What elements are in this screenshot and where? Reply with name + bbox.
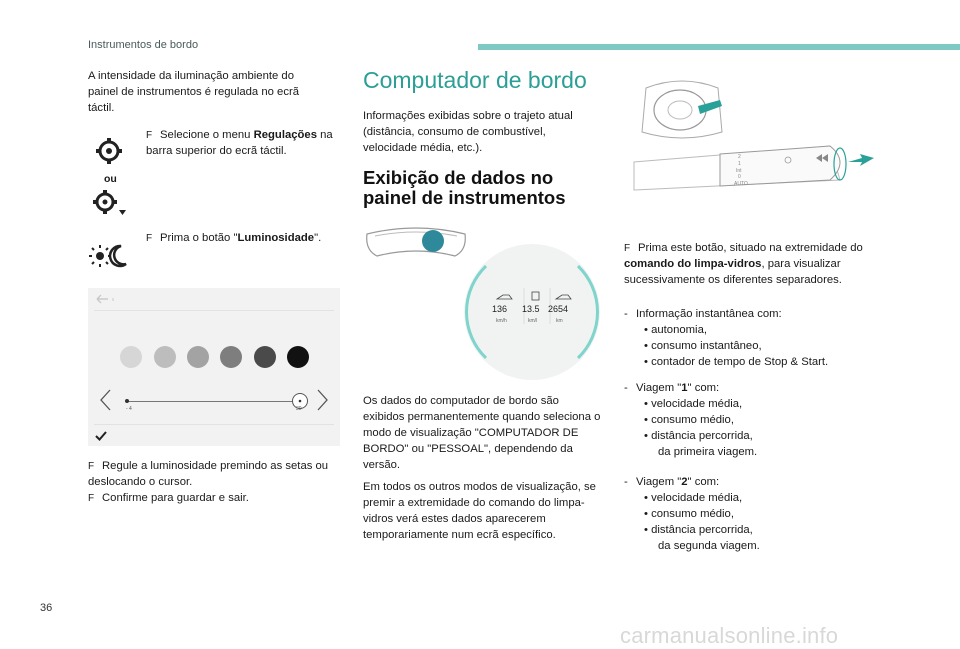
step-marker-icon: F: [624, 243, 631, 254]
settings-gear-dropdown-icon: [90, 188, 128, 218]
instant-info-group: - Informação instantânea com: • autonomia, • consumo instantâneo, • contador de tempo de Stop & Start.: [624, 306, 886, 370]
brightness-icon: [88, 242, 128, 270]
svg-text:Int: Int: [736, 168, 742, 174]
arrow-left-icon[interactable]: [98, 388, 114, 412]
brightness-swatch: [254, 346, 276, 368]
step-marker-icon: F: [146, 233, 153, 244]
section-subtitle: Exibição de dados no painel de instrumentos: [363, 167, 566, 209]
press-arrow-icon: [848, 154, 874, 166]
svg-text:1: 1: [738, 161, 741, 167]
or-label: ou: [104, 173, 117, 185]
list-item: • contador de tempo de Stop & Start.: [644, 356, 829, 369]
scale-max: 30: [296, 406, 302, 412]
list-item: • velocidade média,: [644, 492, 743, 505]
list-item: • consumo instantâneo,: [644, 340, 762, 353]
trip1-group: - Viagem "1" com: • velocidade média, • consumo médio, • distância percorrida, da primeira viagem.: [624, 380, 886, 460]
confirm-check-icon[interactable]: [94, 430, 108, 442]
cluster-unit-range: km: [556, 318, 563, 324]
page-title: Computador de bordo: [363, 67, 587, 93]
back-arrow-icon: [94, 292, 116, 306]
watermark: carmanualsonline.info: [620, 623, 839, 648]
cluster-unit-consumption: km/l: [528, 318, 538, 324]
list-item-continuation: da segunda viagem.: [658, 540, 760, 553]
brightness-slider-track[interactable]: [126, 401, 300, 402]
brightness-swatch: [154, 346, 176, 368]
step-press-brightness: F Prima o botão "Luminosidade".: [146, 230, 346, 246]
svg-text:0: 0: [738, 174, 741, 180]
list-item: • consumo médio,: [644, 508, 734, 521]
brightness-swatch: [187, 346, 209, 368]
step-press-wiper-button: F Prima este botão, situado na extremidade do comando do limpa-vidros, para visualizar sucessivamente os diferentes separadores.: [624, 242, 863, 287]
scale-min: - 4: [126, 406, 132, 412]
step-marker-icon: F: [88, 493, 95, 504]
cluster-value-consumption: 13.5: [522, 304, 540, 314]
intro-paragraph: A intensidade da iluminação ambiente do painel de instrumentos é regulada no ecrã táctil.: [88, 70, 300, 115]
slider-min-dot: [125, 399, 129, 403]
settings-gear-icon: [92, 136, 126, 166]
brightness-screen-illustration: [88, 288, 340, 446]
computer-intro: Informações exibidas sobre o trajeto atual (distância, consumo de combustível, velocidade média, etc.).: [363, 110, 573, 155]
computer-paragraph-2: Em todos os outros modos de visualização, se premir a extremidade do comando do limpa-vidros verá estes dados aparecerem temporariamente num ecrã específico.: [363, 481, 596, 542]
brightness-swatch: [220, 346, 242, 368]
list-item: • distância percorrida,: [644, 524, 753, 537]
list-item-continuation: da primeira viagem.: [658, 446, 758, 459]
step-marker-icon: F: [88, 461, 95, 472]
step-marker-icon: F: [146, 130, 153, 141]
svg-text:AUTO: AUTO: [734, 181, 748, 187]
cluster-unit-speed: km/h: [496, 318, 507, 324]
cluster-value-range: 2654: [548, 304, 569, 314]
list-item: • distância percorrida,: [644, 430, 753, 443]
list-item: • velocidade média,: [644, 398, 743, 411]
brightness-swatch: [287, 346, 309, 368]
step-select-menu: F Selecione o menu Regulações na barra superior do ecrã táctil.: [146, 129, 333, 158]
page-number: 36: [40, 602, 53, 614]
list-item: • autonomia,: [644, 324, 707, 337]
svg-text:2: 2: [738, 154, 741, 160]
section-header: Instrumentos de bordo: [88, 39, 199, 51]
brightness-swatch: [120, 346, 142, 368]
arrow-right-icon[interactable]: [314, 388, 330, 412]
list-item: • consumo médio,: [644, 414, 734, 427]
step-confirm: F Confirme para guardar e sair.: [88, 490, 340, 506]
step-adjust-brightness: F Regule a luminosidade premindo as setas ou deslocando o cursor.: [88, 460, 329, 489]
section-accent-bar: [478, 44, 960, 50]
steering-wheel-top-illustration: [636, 76, 728, 146]
wiper-stalk-illustration: [630, 140, 878, 196]
cluster-value-speed: 136: [492, 304, 508, 314]
trip2-group: - Viagem "2" com: • velocidade média, • consumo médio, • distância percorrida, da segunda viagem.: [624, 474, 886, 554]
computer-paragraph-1: Os dados do computador de bordo são exibidos permanentemente quando seleciona o modo de visualização "COMPUTADOR DE BORDO" ou "PESSOAL", dependendo da versão.: [363, 395, 601, 472]
